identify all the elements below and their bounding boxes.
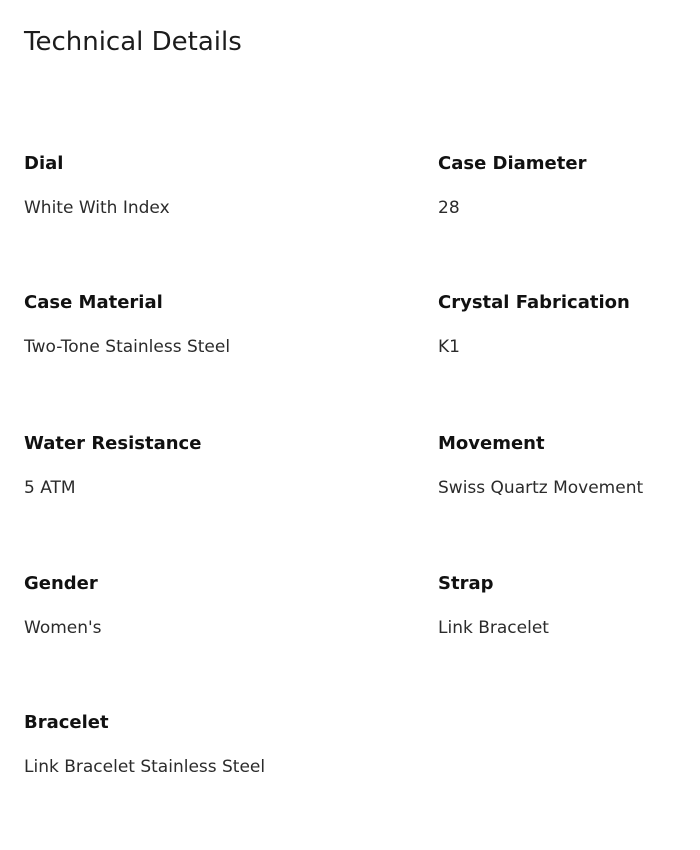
spec-label: Bracelet xyxy=(24,712,109,733)
spec-label: Gender xyxy=(24,573,98,594)
spec-label: Movement xyxy=(438,433,545,454)
spec-label: Strap xyxy=(438,573,494,594)
spec-value: 28 xyxy=(438,198,460,218)
spec-value: Two-Tone Stainless Steel xyxy=(24,337,231,357)
spec-value: Link Bracelet xyxy=(438,618,549,638)
spec-value: Swiss Quartz Movement xyxy=(438,478,644,498)
spec-case-material xyxy=(24,292,230,358)
spec-crystal-fabrication xyxy=(438,292,630,358)
spec-value: K1 xyxy=(438,337,460,357)
spec-label: Water Resistance xyxy=(24,433,202,454)
spec-dial xyxy=(24,153,170,219)
spec-value: 5 ATM xyxy=(24,478,76,498)
spec-water-resistance xyxy=(24,433,201,499)
spec-value: Link Bracelet Stainless Steel xyxy=(24,757,266,777)
spec-bracelet xyxy=(24,712,265,778)
spec-case-diameter xyxy=(438,153,586,219)
spec-movement xyxy=(438,433,643,499)
spec-value: White With Index xyxy=(24,198,170,218)
spec-label: Case Diameter xyxy=(438,153,587,174)
spec-label: Crystal Fabrication xyxy=(438,292,630,313)
page-title: Technical Details xyxy=(24,27,242,57)
spec-value: Women's xyxy=(24,618,102,638)
spec-strap xyxy=(438,573,549,639)
spec-label: Case Material xyxy=(24,292,163,313)
spec-label: Dial xyxy=(24,153,64,174)
spec-gender xyxy=(24,573,102,639)
